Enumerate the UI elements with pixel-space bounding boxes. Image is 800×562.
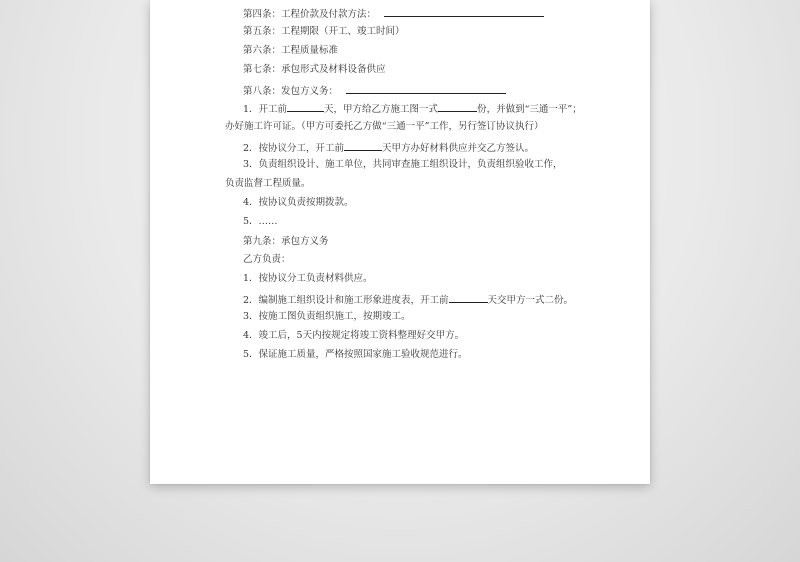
clause-8-3-line: 3．负责组织设计、施工单位，共同审查施工组织设计，负责组织验收工作， (243, 159, 563, 170)
clause-9-2-part-b: 天交甲方一式二份。 (487, 295, 574, 306)
clause-9-3-line: 3．按施工图负责组织施工，按期竣工。 (243, 311, 411, 322)
days-before-start-blank (287, 102, 324, 112)
party-b-heading: 乙方负责： (243, 254, 291, 265)
clause-8-1-part-b: 天，甲方给乙方施工图一式 (324, 104, 439, 115)
article-5-line: 第五条：工程期限（开工、竣工时间） (243, 26, 405, 37)
schedule-days-blank (449, 293, 488, 303)
clause-8-1-part-c: 份，并做到“三通一平”； (477, 104, 582, 115)
article-4-text: 第四条：工程价款及付款方法： (243, 9, 377, 20)
article-7-line: 第七条：承包形式及材料设备供应 (243, 64, 386, 75)
article-9-line: 第九条：承包方义务 (243, 236, 329, 247)
clause-8-2-line (243, 141, 534, 155)
clause-8-2-part-b: 天甲方办好材料供应并交乙方签认。 (382, 143, 535, 154)
clause-8-3-continuation: 负责监督工程质量。 (225, 178, 311, 189)
clause-9-4-line: 4．竣工后，5天内按规定将竣工资料整理好交甲方。 (243, 330, 465, 341)
clause-9-2-part-a: 2．编制施工组织设计和施工形象进度表，开工前 (243, 295, 449, 306)
clause-9-2-line (243, 293, 573, 307)
clause-9-1-line: 1．按协议分工负责材料供应。 (243, 273, 373, 284)
clause-8-1-continuation: 办好施工许可证。（甲方可委托乙方做“三通一平”工作，另行签订协议执行） (225, 121, 544, 132)
clause-8-2-part-a: 2．按协议分工，开工前 (243, 143, 345, 154)
article-4-line (243, 7, 544, 21)
material-days-blank (344, 141, 382, 151)
clause-8-5-line: 5．…… (243, 216, 278, 227)
document-page (150, 0, 650, 484)
clause-9-5-line: 5．保证施工质量，严格按照国家施工验收规范进行。 (243, 349, 468, 360)
drawing-copies-blank (438, 102, 477, 112)
article-8-text: 第八条：发包方义务： (243, 86, 339, 97)
employer-duties-blank (346, 84, 506, 94)
clause-8-1-line (243, 102, 582, 116)
clause-8-4-line: 4．按协议负责按期拨款。 (243, 197, 354, 208)
payment-method-blank (384, 7, 544, 17)
clause-8-1-part-a: 1．开工前 (243, 104, 288, 115)
article-6-line: 第六条：工程质量标准 (243, 45, 339, 56)
article-8-line (243, 84, 506, 98)
